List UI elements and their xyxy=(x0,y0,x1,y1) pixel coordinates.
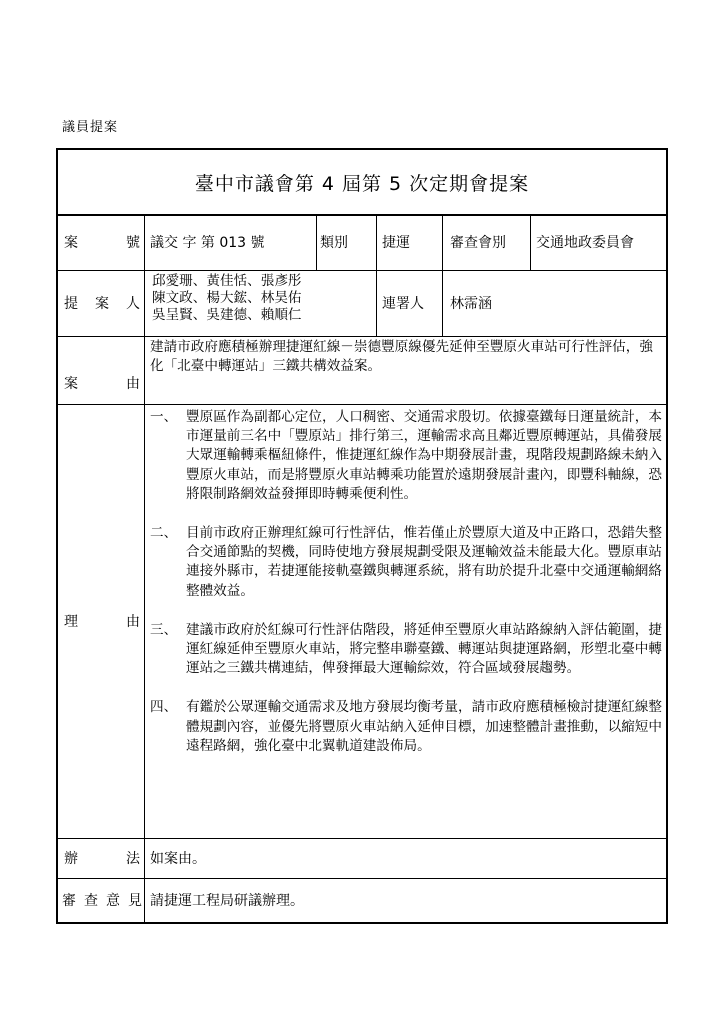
reason-number: 二、 xyxy=(150,525,178,542)
proposer-line: 吳呈賢、吳建德、賴順仁 xyxy=(152,307,302,323)
column-divider xyxy=(442,270,443,336)
method-text: 如案由。 xyxy=(150,851,206,867)
review-opinion-text: 請捷運工程局研議辦理。 xyxy=(150,893,304,909)
proposer-line: 邱愛珊、黃佳恬、張彥彤 xyxy=(152,273,302,289)
case-number-label-text: 案 號 xyxy=(64,235,140,251)
reason-text: 豐原區作為副都心定位，人口稠密、交通需求殷切。依據臺鐵每日運量統計，本市運量前三名中「豐原站」排行第三，運輸需求高且鄰近豐原轉運站，具備發展大眾運輸轉乘樞紐條件，惟捷運紅線作為中期發展計畫，現階段規劃路線未納入豐原火車站，而是將豐原火車站轉乘功能置於遠期發展計畫內，即豐科軸線，恐將限制路網效益發揮即時轉乘便利性。 xyxy=(186,409,662,502)
reason-item xyxy=(150,408,662,504)
document-header: 議員提案 xyxy=(62,120,119,135)
review-committee-label: 審查會別 xyxy=(450,235,506,251)
cosigner-value: 林霈涵 xyxy=(450,296,492,312)
column-divider xyxy=(316,214,317,270)
reason-number: 四、 xyxy=(150,699,178,716)
subject-label: 案 由 xyxy=(64,376,140,392)
reason-item xyxy=(150,621,662,679)
column-divider xyxy=(376,214,377,270)
proposer-line: 陳文政、楊大鋐、林昊佑 xyxy=(152,290,302,306)
reason-number: 一、 xyxy=(150,409,178,425)
reason-item xyxy=(150,524,662,601)
reason-list xyxy=(150,408,662,776)
proposer-label: 提 案 人 xyxy=(64,296,140,312)
document-title: 臺中市議會第 4 屆第 5 次定期會提案 xyxy=(194,172,530,195)
review-opinion-label: 審 查 意 見 xyxy=(62,893,142,909)
reason-item xyxy=(150,698,662,756)
method-label: 辦 法 xyxy=(64,851,140,867)
row-divider xyxy=(58,336,666,337)
reason-label: 理 由 xyxy=(64,614,140,630)
case-number-value: 議交 字 第 013 號 xyxy=(150,235,265,251)
review-committee-value: 交通地政委員會 xyxy=(536,235,634,251)
column-divider xyxy=(530,214,531,270)
column-divider xyxy=(376,270,377,336)
row-divider xyxy=(58,404,666,405)
case-number-label xyxy=(58,214,144,270)
column-divider xyxy=(144,214,145,922)
category-value: 捷運 xyxy=(382,235,410,251)
reason-text: 目前市政府正辦理紅線可行性評估，惟若僅止於豐原大道及中正路口，恐錯失整合交通節點的契機，同時使地方發展規劃受限及運輸效益未能最大化。豐原車站連接外縣市，若捷運能接軌臺鐵與轉運系統，將有助於提升北臺中交通運輸網絡整體效益。 xyxy=(186,525,662,599)
reason-text: 建議市政府於紅線可行性評估階段，將延伸至豐原火車站路線納入評估範圍，捷運紅線延伸至豐原火車站，將完整串聯臺鐵、轉運站與捷運路網，形塑北臺中轉運站之三鐵共構連結，俾發揮最大運輸綜效，符合區域發展趨勢。 xyxy=(186,621,662,677)
cosigner-label: 連署人 xyxy=(382,296,424,312)
column-divider xyxy=(442,214,443,270)
subject-text: 建請市政府應積極辦理捷運紅線－崇德豐原線優先延伸至豐原火車站可行性評估，強化「北臺中轉運站」三鐵共構效益案。 xyxy=(150,339,653,374)
proposer-list xyxy=(148,273,374,335)
reason-number: 三、 xyxy=(150,621,178,638)
category-label: 類別 xyxy=(320,235,348,251)
reason-text: 有鑑於公眾運輸交通需求及地方發展均衡考量，請市政府應積極檢討捷運紅線整體規劃內容，並優先將豐原火車站納入延伸目標，加速整體計畫推動，以縮短中遠程路網，強化臺中北翼軌道建設佈局。 xyxy=(186,699,662,754)
